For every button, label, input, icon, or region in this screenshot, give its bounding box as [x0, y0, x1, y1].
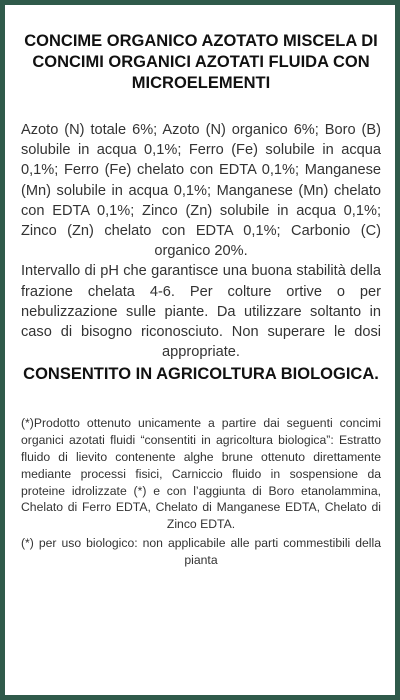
footnote-use: (*) per uso biologico: non applicabile alle parti commestibili della pianta	[21, 536, 381, 567]
label-content	[21, 31, 381, 569]
composition-text: Azoto (N) totale 6%; Azoto (N) organico 6%; Boro (B) solubile in acqua 0,1%; Ferro (Fe) solubile in acqua 0,1%; Ferro (Fe) chelato con EDTA 0,1%; Manganese (Mn) solubile in acqua 0,1%; Manganese (Mn) chelato con EDTA 0,1%; Zinco (Zn) solubile in acqua 0,1%; Zinco (Zn) chelato con EDTA 0,1%; Carbonio (C) organico 20%.	[21, 122, 381, 260]
footnote-origin: (*)Prodotto ottenuto unicamente a partire dai seguenti concimi organici azotati fluidi “consentiti in agricoltura biologica”: Estratto fluido di lievito contenente alghe brune ottenuto direttamente mediante processi fisici, Carniccio fluido in sospensione da proteine idrolizzate (*) e con l’aggiunta di Boro etanolammina, Chelato di Ferro EDTA, Chelato di Manganese EDTA, Chelato di Zinco EDTA.	[21, 416, 381, 532]
organic-claim: CONSENTITO IN AGRICOLTURA BIOLOGICA.	[23, 365, 379, 384]
usage-text: Intervallo di pH che garantisce una buona stabilità della frazione chelata 4-6. Per colture ortive o per nebulizzazione sulle piante. Da utilizzare soltanto in caso di bisogno riconosciuto. Non superare le dosi appropriate.	[21, 263, 381, 361]
product-title: CONCIME ORGANICO AZOTATO MISCELA DI CONCIMI ORGANICI AZOTATI FLUIDA CON MICROELEMENTI	[24, 32, 378, 92]
